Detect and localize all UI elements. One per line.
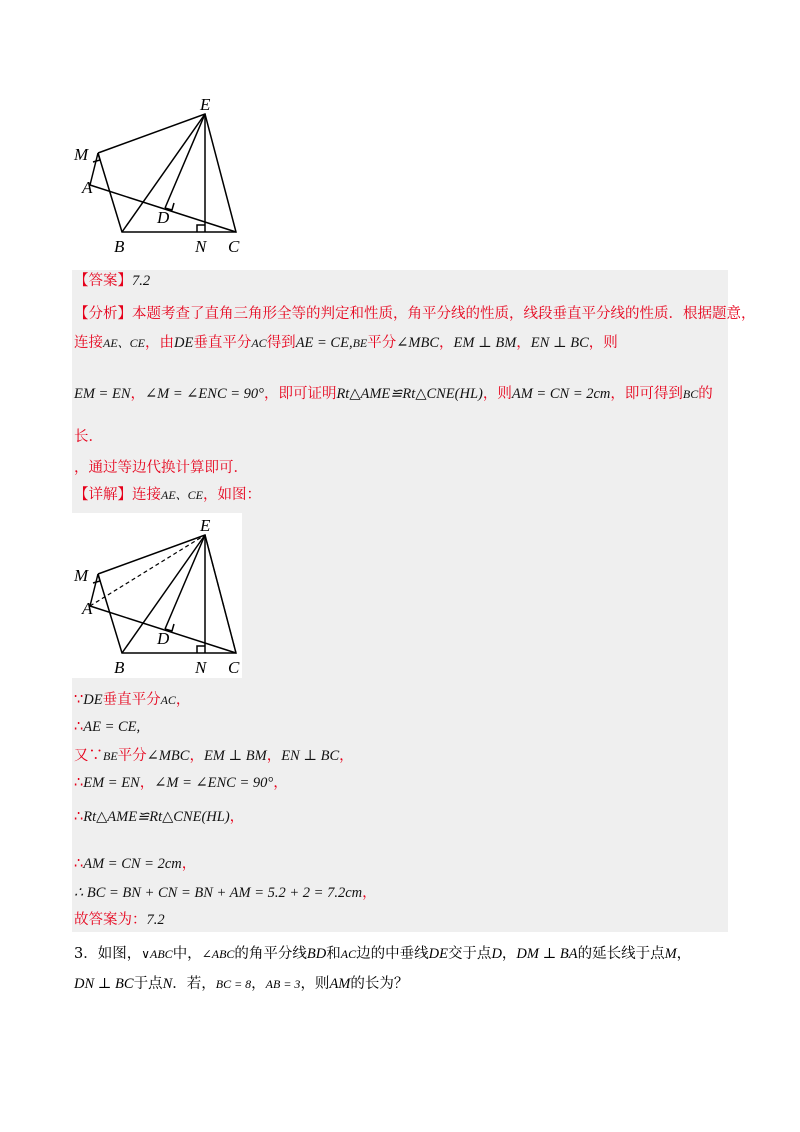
analysis-line-4: 长． [74, 429, 103, 445]
analysis-line-2: 连接AE、CE，由DE垂直平分AC得到AE = CE,BE平分∠MBC，EM ⊥ BM，EN ⊥ BC，则 [74, 335, 618, 351]
proof-line-2: ∴AE = CE, [74, 719, 141, 735]
proof-line-3: 又∵BE平分∠MBC，EM ⊥ BM，EN ⊥ BC， [74, 748, 354, 764]
proof-line-6: ∴AM = CN = 2cm， [74, 856, 197, 872]
svg-text:M: M [74, 145, 89, 164]
detail-line: 【详解】连接AE、CE，如图： [74, 487, 261, 503]
svg-text:B: B [114, 658, 125, 677]
svg-text:D: D [157, 208, 170, 227]
svg-text:N: N [195, 658, 207, 677]
svg-text:A: A [82, 599, 93, 618]
figure-detail [70, 513, 242, 678]
analysis-line-1: 【分析】本题考查了直角三角形全等的判定和性质，角平分线的性质，线段垂直平分线的性质．根据题意， [74, 306, 756, 322]
question-line-2: DN ⊥ BC于点N．若，BC = 8，AB = 3，则AM的长为？ [74, 976, 409, 992]
svg-text:A: A [82, 178, 93, 197]
svg-text:E: E [200, 516, 211, 535]
svg-text:C: C [228, 237, 240, 256]
proof-line-4: ∴EM = EN，∠M = ∠ENC = 90°， [74, 775, 288, 791]
answer-line: 【答案】7.2 [74, 273, 151, 289]
svg-text:N: N [195, 237, 207, 256]
question-line-1: 3．如图，∨ABC中，∠ABC的角平分线BD和AC边的中垂线DE交于点D，DM ⊥ BA的延长线于点M， [74, 946, 692, 962]
proof-line-7: ∴ BC = BN + CN = BN + AM = 5.2 + 2 = 7.2cm， [74, 885, 377, 901]
figure-top [70, 92, 260, 257]
proof-line-8: 故答案为：7.2 [74, 912, 165, 928]
analysis-line-3: EM = EN，∠M = ∠ENC = 90°，即可证明Rt△AME≌Rt△CNE(HL)，则AM = CN = 2cm，即可得到BC的 [74, 386, 713, 402]
svg-text:E: E [200, 95, 211, 114]
svg-text:C: C [228, 658, 240, 677]
svg-text:D: D [157, 629, 170, 648]
svg-text:M: M [74, 566, 89, 585]
analysis-line-5: ，通过等边代换计算即可． [74, 460, 248, 476]
proof-line-1: ∵DE垂直平分AC， [74, 692, 191, 708]
svg-text:B: B [114, 237, 125, 256]
proof-line-5: ∴Rt△AME≌Rt△CNE(HL)， [74, 809, 245, 825]
